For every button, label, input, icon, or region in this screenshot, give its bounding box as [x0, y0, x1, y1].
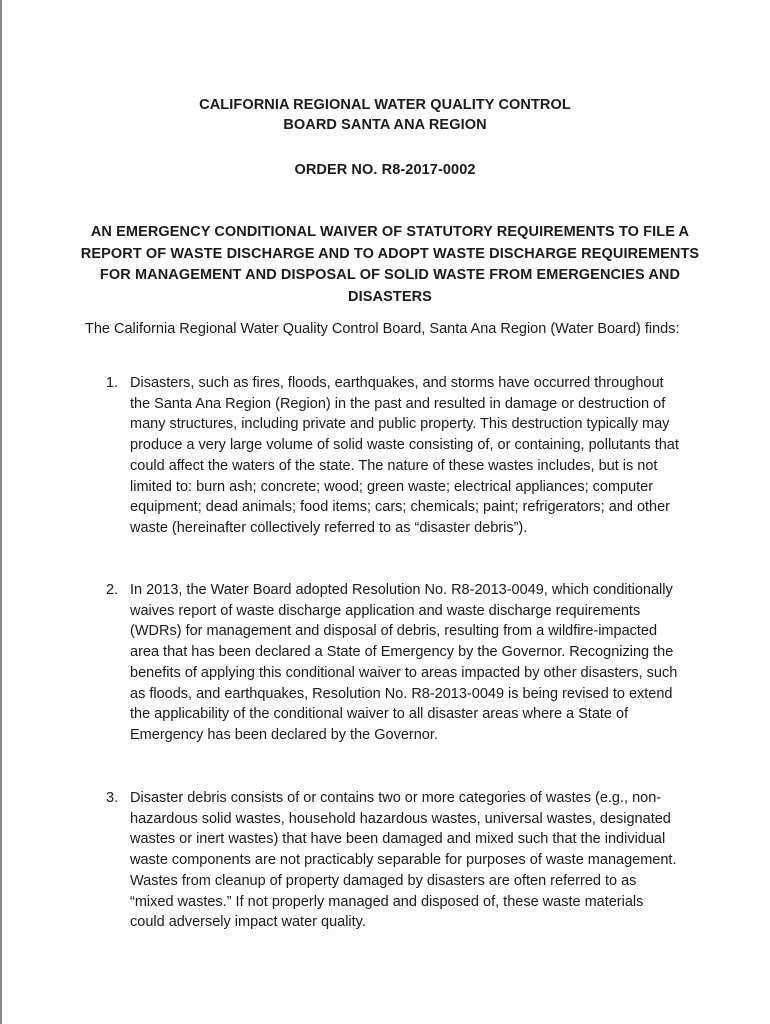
finding-number: 1.: [106, 375, 119, 391]
order-number: ORDER NO. R8-2017-0002: [294, 162, 476, 178]
agency-name-line-1: CALIFORNIA REGIONAL WATER QUALITY CONTROL: [199, 97, 571, 113]
document-title: AN EMERGENCY CONDITIONAL WAIVER OF STATUTORY REQUIREMENTS TO FILE A REPORT OF WASTE DISCHARGE AND TO ADOPT WASTE DISCHARGE REQUIREMENTS FOR MANAGEMENT AND DISPOSAL OF SOLID WASTE FROM EMERGENCIES AND DISASTERS: [80, 224, 700, 305]
finding-number: 3.: [106, 790, 119, 806]
agency-name-line-2: BOARD SANTA ANA REGION: [283, 117, 487, 133]
finding-text: Disaster debris consists of or contains two or more categories of wastes (e.g., non-hazardous solid wastes, household hazardous wastes, universal wastes, designated wastes or inert wastes) that have been damaged and mixed such that the individual waste components are not practicably separable for purposes of waste management. Wastes from cleanup of property damaged by disasters are often referred to as “mixed wastes.” If not properly managed and disposed of, these waste materials could adversely impact water quality.: [130, 790, 677, 931]
intro-paragraph: The California Regional Water Quality Control Board, Santa Ana Region (Water Board) finds:: [85, 321, 680, 337]
page-edge-shadow: [0, 0, 2, 1024]
finding-text: Disasters, such as fires, floods, earthquakes, and storms have occurred throughout the Santa Ana Region (Region) in the past and resulted in damage or destruction of many structures, including private and public property. This destruction typically may produce a very large volume of solid waste consisting of, or containing, pollutants that could affect the waters of the state. The nature of these wastes includes, but is not limited to: burn ash; concrete; wood; green waste; electrical appliances; computer equipment; dead animals; food items; cars; chemicals; paint; refrigerators; and other waste (hereinafter collectively referred to as “disaster debris”).: [130, 375, 679, 536]
finding-text: In 2013, the Water Board adopted Resolution No. R8-2013-0049, which conditionally waives report of waste discharge application and waste discharge requirements (WDRs) for management and disposal of debris, resulting from a wildfire-impacted area that has been declared a State of Emergency by the Governor. Recognizing the benefits of applying this conditional waiver to areas impacted by other disasters, such as floods, and earthquakes, Resolution No. R8-2013-0049 is being revised to extend the applicability of the conditional waiver to all disaster areas where a State of Emergency has been declared by the Governor.: [130, 582, 678, 743]
finding-item-2: [100, 580, 680, 746]
finding-item-1: [100, 373, 680, 539]
finding-item-3: [100, 788, 680, 933]
finding-number: 2.: [106, 582, 119, 598]
